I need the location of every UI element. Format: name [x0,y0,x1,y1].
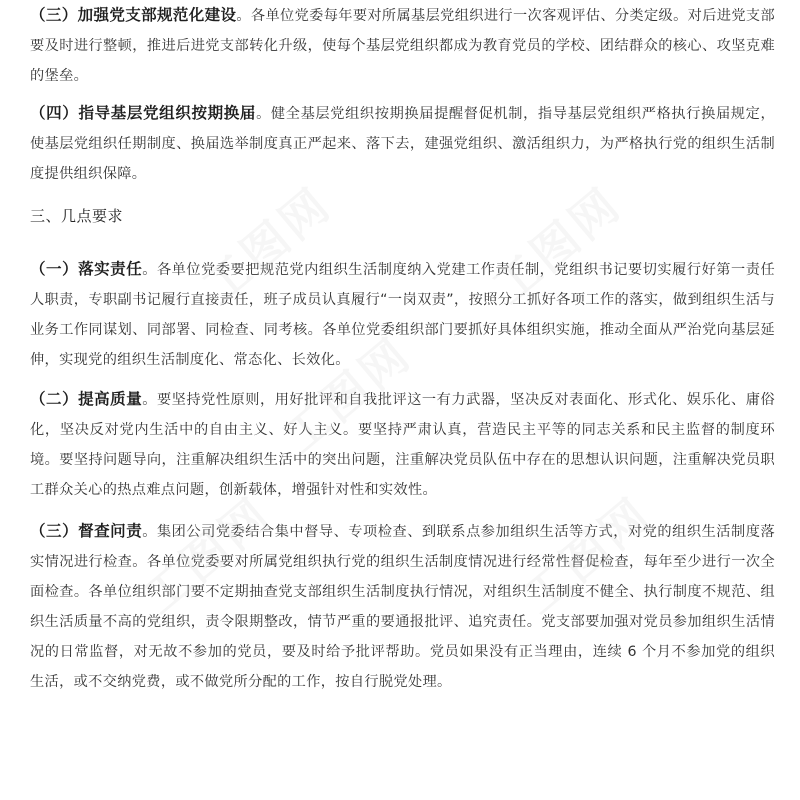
watermark-logo: 工图网 [512,486,662,625]
paragraph-body: 。要坚持党性原则，用好批评和自我批评这一有力武器，坚决反对表面化、形式化、娱乐化、庸俗化，坚决反对党内生活中的自由主义、好人主义。要坚持严肃认真，营造民主平等的同志关系和民主监督的制度环境。要坚持问题导向，注重解决组织生活中的突出问题，注重解决党员队伍中存在的思想认识问题，注重解决党员职工群众关心的热点难点问题，创新载体，增强针对性和实效性。 [30,392,775,498]
paragraph-body: 。各单位党委每年要对所属基层党组织进行一次客观评估、分类定级。对后进党支部要及时进行整顿，推进后进党支部转化升级，使每个基层党组织都成为教育党员的学校、团结群众的核心、攻坚克难的堡垒。 [30,8,776,84]
watermark-logo: 工图网 [272,326,422,465]
paragraph-lead: （四）指导基层党组织按期换届 [30,104,257,122]
paragraph-responsibility [30,254,775,375]
paragraph-guide-election [30,98,775,189]
section-heading: 三、几点要求 [30,207,124,225]
paragraph-lead: （三）督查问责 [30,522,143,540]
paragraph-body: 。健全基层党组织按期换届提醒督促机制，指导基层党组织严格执行换届规定，使基层党组织任期制度、换届选举制度真正严起来、落下去，建强党组织、激活组织力，为严格执行党的组织生活制度提供组织保障。 [30,106,775,182]
watermark-logo: 工图网 [482,176,632,315]
paragraph-lead: （三）加强党支部规范化建设 [30,6,237,24]
paragraph-inspection [30,516,775,697]
paragraph-lead: （一）落实责任 [30,260,143,278]
paragraph-body: 。集团公司党委结合集中督导、专项检查、到联系点参加组织生活等方式，对党的组织生活制度落实情况进行检查。各单位党委要对所属党组织执行党的组织生活制度情况进行经常性督促检查，每年至少进行一次全面检查。各单位组织部门要不定期抽查党支部组织生活制度执行情况，对组织生活制度不健全、执行制度不规范、组织生活质量不高的党组织，责令限期整改，情节严重的要通报批评、追究责任。党支部要加强对党员参加组织生活情况的日常监督，对无故不参加的党员，要及时给予批评帮助。党员如果没有正当理由，连续 6 个月不参加党的组织生活，或不交纳党费，或不做党所分配的工作，按自行脱党处理。 [30,524,775,690]
watermark-logo: 工图网 [132,486,282,625]
paragraph-lead: （二）提高质量 [30,390,143,408]
watermark-logo: 工图网 [192,176,342,315]
paragraph-quality [30,384,775,505]
paragraph-body: 。各单位党委要把规范党内组织生活制度纳入党建工作责任制，党组织书记要切实履行好第一责任人职责，专职副书记履行直接责任，班子成员认真履行“一岗双责”，按照分工抓好各项工作的落实，做到组织生活与业务工作同谋划、同部署、同检查、同考核。各单位党委组织部门要抓好具体组织实施，推动全面从严治党向基层延伸，实现党的组织生活制度化、常态化、长效化。 [30,262,775,368]
paragraph-strengthen-branch [30,0,775,91]
